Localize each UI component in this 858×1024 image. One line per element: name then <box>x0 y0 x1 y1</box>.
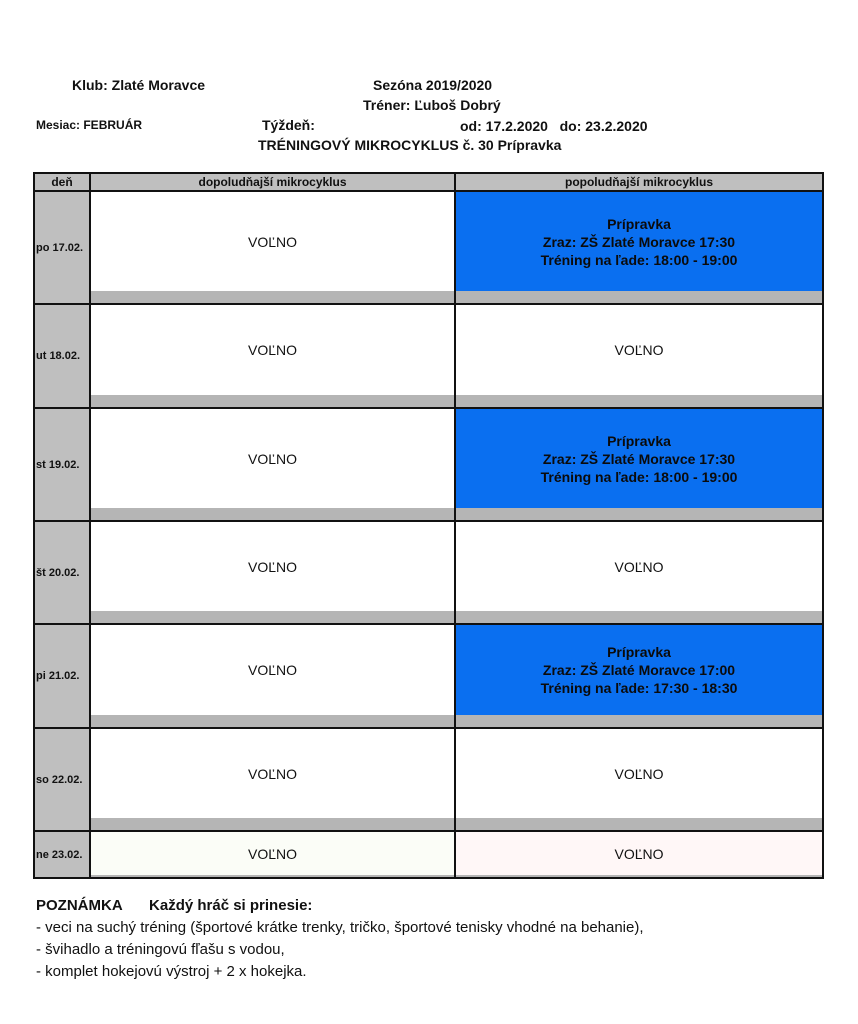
training-line: Tréning na ľade: 17:30 - 18:30 <box>540 680 738 696</box>
morning-slot <box>91 625 454 715</box>
row-separator-bar <box>91 715 454 727</box>
afternoon-slot-text: VOĽNO <box>614 845 664 862</box>
coach-label: Tréner: Ľuboš Dobrý <box>363 97 501 113</box>
row-separator-bar <box>456 395 822 407</box>
page-title: TRÉNINGOVÝ MIKROCYKLUS č. 30 Prípravka <box>258 137 562 153</box>
notes-heading: Každý hráč si prinesie: <box>149 897 313 914</box>
afternoon-slot <box>456 305 822 395</box>
morning-slot-text: VOĽNO <box>247 558 297 575</box>
row-separator-bar <box>456 715 822 727</box>
notes-section <box>36 895 644 983</box>
training-line: Tréning na ľade: 18:00 - 19:00 <box>540 468 738 485</box>
day-cell: ne 23.02. <box>35 832 89 877</box>
day-cell: št 20.02. <box>35 522 89 623</box>
day-cell: po 17.02. <box>35 192 89 303</box>
row-separator-bar <box>456 875 822 877</box>
morning-slot-text: VOĽNO <box>247 845 297 862</box>
afternoon-slot <box>456 522 822 611</box>
morning-slot-text: VOĽNO <box>247 342 297 358</box>
training-line: Zraz: ZŠ Zlaté Moravce 17:30 <box>542 450 736 467</box>
schedule-table <box>33 172 824 879</box>
row-separator-bar <box>91 818 454 830</box>
training-line: Prípravka <box>607 432 671 449</box>
training-slot <box>456 192 822 291</box>
column-header-morning: dopoludňajší mikrocyklus <box>91 174 454 190</box>
training-line: Prípravka <box>607 215 671 232</box>
morning-slot <box>91 409 454 508</box>
morning-slot-text: VOĽNO <box>247 662 297 678</box>
row-separator-bar <box>91 508 454 520</box>
row-separator-bar <box>456 611 822 623</box>
row-separator-bar <box>456 818 822 830</box>
day-cell: ut 18.02. <box>35 305 89 407</box>
morning-slot <box>91 522 454 611</box>
morning-slot-text: VOĽNO <box>247 233 297 250</box>
notes-label: POZNÁMKA <box>36 897 123 914</box>
training-line: Zraz: ZŠ Zlaté Moravce 17:30 <box>542 233 736 250</box>
row-separator-bar <box>91 395 454 407</box>
morning-slot <box>91 305 454 395</box>
training-line: Prípravka <box>607 644 671 660</box>
row-separator-bar <box>456 508 822 520</box>
training-slot <box>456 625 822 715</box>
row-separator-bar <box>91 611 454 623</box>
training-line: Tréning na ľade: 18:00 - 19:00 <box>540 251 738 268</box>
column-header-day: deň <box>35 174 89 190</box>
afternoon-slot-text: VOĽNO <box>614 342 664 358</box>
column-header-afternoon: popoludňajší mikrocyklus <box>456 174 822 190</box>
morning-slot <box>91 832 454 875</box>
month-label: Mesiac: FEBRUÁR <box>36 118 143 132</box>
afternoon-slot-text: VOĽNO <box>614 765 664 782</box>
afternoon-slot <box>456 729 822 818</box>
club-label: Klub: Zlaté Moravce <box>72 77 206 93</box>
morning-slot <box>91 192 454 291</box>
training-line: Zraz: ZŠ Zlaté Moravce 17:00 <box>542 662 736 678</box>
notes-item: - komplet hokejovú výstroj + 2 x hokejka. <box>36 963 307 980</box>
day-cell: st 19.02. <box>35 409 89 520</box>
notes-item: - švihadlo a tréningovú fľašu s vodou, <box>36 941 285 958</box>
week-label: Týždeň: <box>262 117 315 133</box>
row-separator-bar <box>91 875 454 877</box>
training-slot <box>456 409 822 508</box>
morning-slot-text: VOĽNO <box>247 765 297 782</box>
season-label: Sezóna 2019/2020 <box>373 77 493 93</box>
row-separator-bar <box>91 291 454 303</box>
morning-slot <box>91 729 454 818</box>
date-range: od: 17.2.2020 do: 23.2.2020 <box>460 118 648 134</box>
afternoon-slot-text: VOĽNO <box>614 558 664 575</box>
morning-slot-text: VOĽNO <box>247 450 297 467</box>
row-separator-bar <box>456 291 822 303</box>
day-cell: so 22.02. <box>35 729 89 830</box>
day-cell: pi 21.02. <box>35 625 89 727</box>
afternoon-slot <box>456 832 822 875</box>
notes-item: - veci na suchý tréning (športové krátke trenky, tričko, športové tenisky vhodné na behanie), <box>36 919 644 936</box>
